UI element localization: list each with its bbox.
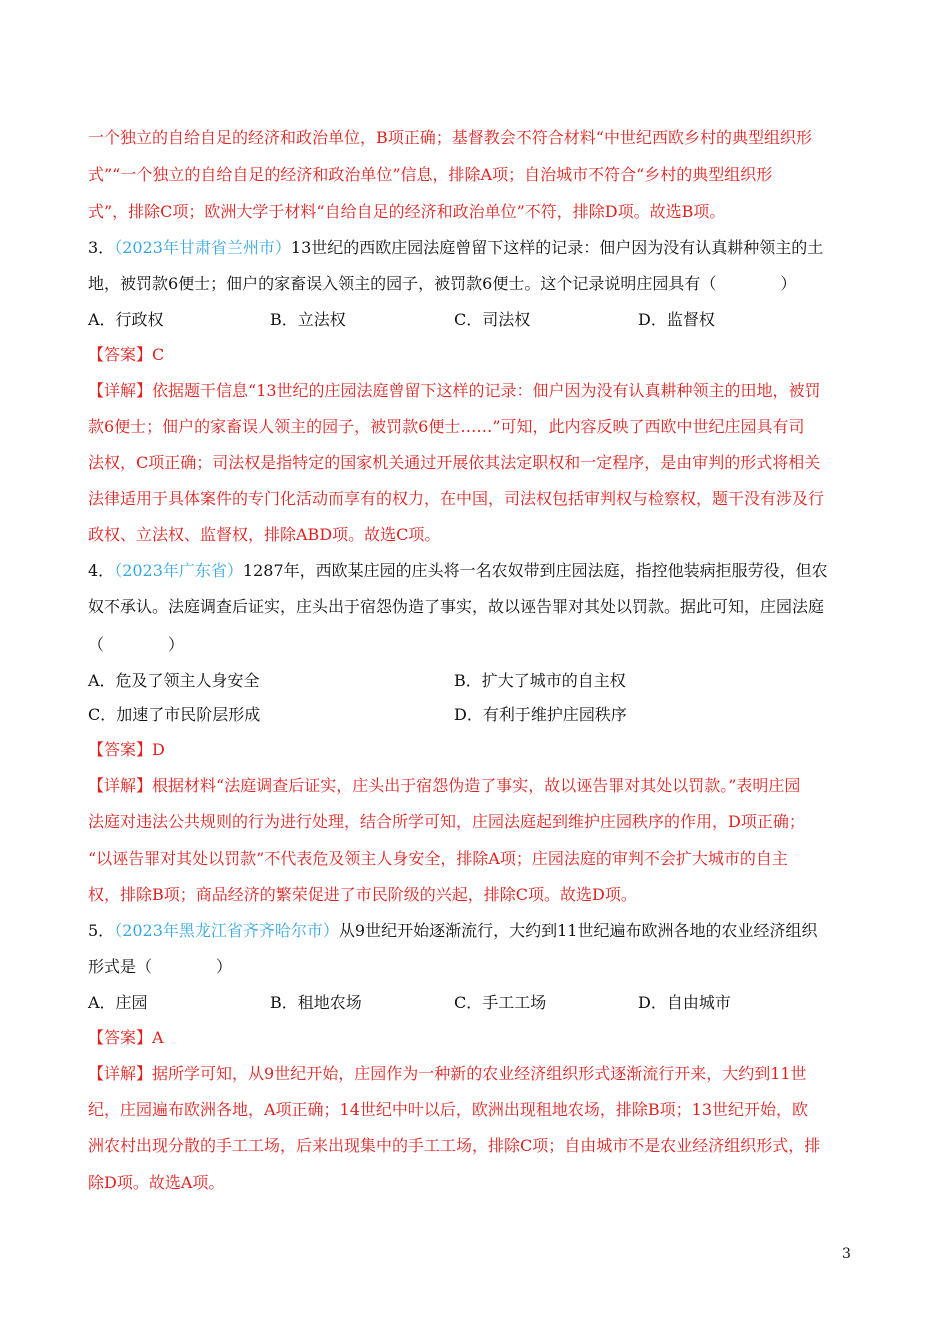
detail-line: 法庭对违法公共规则的行为进行处理，结合所学可知，庄园法庭起到维护庄园秩序的作用，D项正确； <box>88 812 805 831</box>
detail-line: 法律适用于具体案件的专门化活动而享有的权力，在中国，司法权包括审判权与检察权，题干没有涉及行 <box>88 489 825 508</box>
answer-line <box>88 1028 164 1048</box>
option-c: C．司法权 <box>454 310 531 329</box>
detail-text: 据所学可知，从9世纪开始，庄园作为一种新的农业经济组织形式逐渐流行开来，大约到11世 <box>152 1064 807 1083</box>
option-a: A．危及了领主人身安全 <box>88 671 260 690</box>
question-source: （2023年甘肃省兰州市） <box>114 238 291 257</box>
question-5-stem <box>88 921 817 941</box>
detail-line <box>88 381 821 401</box>
question-stem-line: 1287年，西欧某庄园的庄头将一名农奴带到庄园法庭，指控他装病拒服劳役，但农 <box>242 561 828 580</box>
answer-value: A <box>152 1028 164 1047</box>
answer-label: 【答案】 <box>88 740 153 759</box>
detail-label: 【详解】 <box>88 776 153 795</box>
detail-line <box>88 1064 807 1084</box>
answer-value: C <box>152 345 165 364</box>
detail-line: “以诬告罪对其处以罚款”不代表危及领主人身安全，排除A项；庄园法庭的审判不会扩大城市的自主 <box>88 849 788 868</box>
answer-line <box>88 345 164 365</box>
detail-line: 法权，C项正确；司法权是指特定的国家机关通过开展依其法定职权和一定程序，是由审判的形式将相关 <box>88 453 821 472</box>
intro-line: 式”，排除C项；欧洲大学于材料“自给自足的经济和政治单位”不符，排除D项。故选B项。 <box>88 202 726 221</box>
detail-line: 纪，庄园遍布欧洲各地，A项正确；14世纪中叶以后，欧洲出现租地农场，排除B项；13世纪开始，欧 <box>88 1100 809 1119</box>
option-c: C．加速了市民阶层形成 <box>88 705 261 724</box>
option-b: B．扩大了城市的自主权 <box>454 671 626 690</box>
detail-label: 【详解】 <box>88 1064 153 1083</box>
question-number: 5． <box>88 921 115 940</box>
question-number: 4． <box>88 561 115 580</box>
question-source: （2023年黑龙江省齐齐哈尔市） <box>114 921 339 940</box>
question-source: （2023年广东省） <box>114 561 243 580</box>
detail-line: 政权、立法权、监督权，排除ABD项。故选C项。 <box>88 525 441 544</box>
detail-line: 权，排除B项；商品经济的繁荣促进了市民阶级的兴起，排除C项。故选D项。 <box>88 885 637 904</box>
detail-line: 款6便士；佃户的家畜误人领主的园子，被罚款6便士……”可知，此内容反映了西欧中世纪庄园具有司 <box>88 417 805 436</box>
option-c: C．手工工场 <box>454 993 547 1012</box>
option-d: D．自由城市 <box>638 993 731 1012</box>
page-number: 3 <box>842 1246 851 1262</box>
question-4-stem <box>88 561 828 581</box>
detail-text: 根据材料“法庭调查后证实，庄头出于宿怨伪造了事实，故以诬告罪对其处以罚款。”表明庄园 <box>152 776 801 795</box>
detail-text: 依据题干信息“13世纪的庄园法庭曾留下这样的记录：佃户因为没有认真耕种领主的田地，被罚 <box>152 381 821 400</box>
option-b: B．租地农场 <box>270 993 362 1012</box>
detail-line: 除D项。故选A项。 <box>88 1173 225 1192</box>
detail-label: 【详解】 <box>88 381 153 400</box>
answer-label: 【答案】 <box>88 345 153 364</box>
option-a: A．行政权 <box>88 310 164 329</box>
question-stem-line: 13世纪的西欧庄园法庭曾留下这样的记录：佃户因为没有认真耕种领主的土 <box>290 238 824 257</box>
option-d: D．监督权 <box>638 310 715 329</box>
question-stem-line: 奴不承认。法庭调查后证实，庄头出于宿怨伪造了事实，故以诬告罪对其处以罚款。据此可知，庄园法庭 <box>88 597 825 616</box>
option-d: D．有利于维护庄园秩序 <box>454 705 627 724</box>
intro-line: 一个独立的自给自足的经济和政治单位，B项正确；基督教会不符合材料“中世纪西欧乡村的典型组织形 <box>88 128 812 147</box>
intro-line: 式”“一个独立的自给自足的经济和政治单位”信息，排除A项；自治城市不符合“乡村的典型组织形 <box>88 165 773 184</box>
detail-line <box>88 776 800 796</box>
question-3-stem <box>88 238 823 258</box>
question-stem-line: 形式是（ ） <box>88 957 233 976</box>
answer-label: 【答案】 <box>88 1028 153 1047</box>
question-stem-line: 地，被罚款6便士；佃户的家畜误入领主的园子，被罚款6便士。这个记录说明庄园具有（ ） <box>88 274 797 293</box>
option-b: B．立法权 <box>270 310 346 329</box>
question-number: 3． <box>88 238 115 257</box>
question-stem-line: （ ） <box>88 635 185 654</box>
detail-line: 洲农村出现分散的手工工场，后来出现集中的手工工场，排除C项；自由城市不是农业经济组织形式，排 <box>88 1136 821 1155</box>
answer-line <box>88 740 165 760</box>
answer-value: D <box>152 740 165 759</box>
question-stem-line: 从9世纪开始逐渐流行，大约到11世纪遍布欧洲各地的农业经济组织 <box>338 921 818 940</box>
option-a: A．庄园 <box>88 993 148 1012</box>
